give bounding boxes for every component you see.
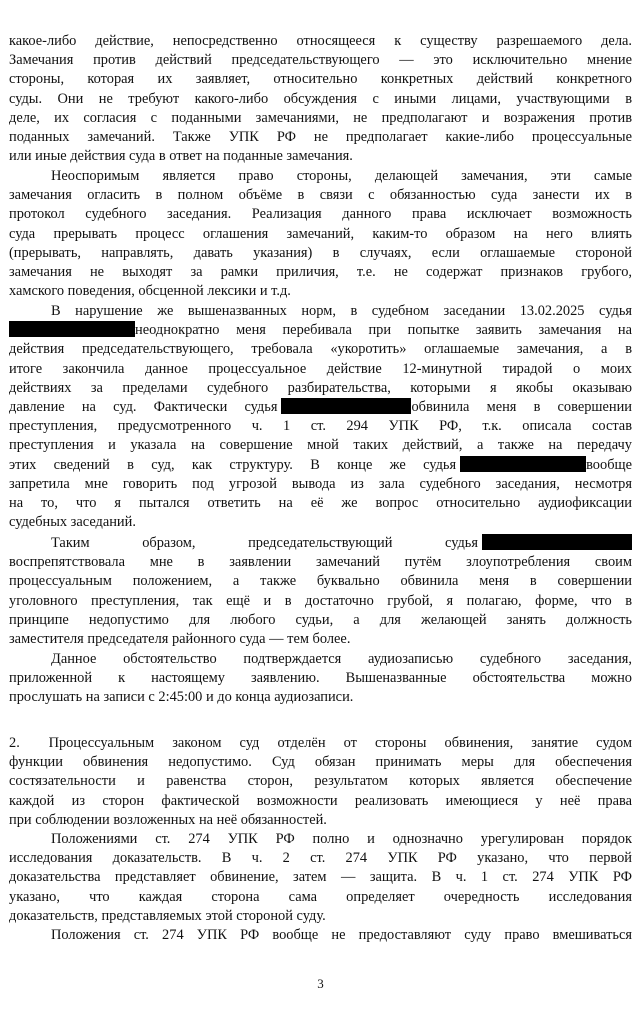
text-line bbox=[9, 244, 632, 263]
text-line bbox=[9, 534, 632, 553]
line-text: неоднократно меня перебивала при попытке заявить замечания на bbox=[135, 322, 632, 339]
text-line bbox=[9, 868, 632, 887]
paragraph bbox=[9, 534, 632, 649]
paragraph bbox=[9, 32, 632, 166]
line-text: исследования доказательств. В ч. 2 ст. 274 УПК РФ указано, что первой bbox=[9, 850, 632, 867]
line-text: Положения ст. 274 УПК РФ вообще не предоставляют суду право вмешиваться bbox=[51, 927, 632, 943]
line-text: действиях за пределами судебного разбирательства, которыми я якобы оказываю bbox=[9, 379, 632, 396]
text-line bbox=[9, 572, 632, 591]
line-text: заместителя председателя районного суда — тем более. bbox=[9, 630, 351, 647]
text-line bbox=[9, 436, 632, 455]
text-line bbox=[9, 772, 632, 791]
line-text: запретила мне говорить под угрозой вывода из зала судебного заседания, несмотря bbox=[9, 475, 632, 492]
line-text: уголовного преступления, так ещё и в достаточно грубой, я полагаю, форме, что в bbox=[9, 592, 632, 609]
redaction-bar bbox=[9, 321, 135, 337]
line-text: процессуальным положением, а также буквально обвинила меня в совершении bbox=[9, 573, 632, 590]
line-text: указано, что каждая сторона сама определяет очередность исследования bbox=[9, 888, 632, 905]
text-line bbox=[9, 494, 632, 513]
line-text: протокол судебного заседания. Реализация данного права исключает возможность bbox=[9, 206, 632, 223]
redaction-bar bbox=[460, 456, 586, 472]
text-line bbox=[9, 553, 632, 572]
paragraph bbox=[9, 167, 632, 301]
paragraph bbox=[9, 734, 632, 830]
page-number: 3 bbox=[317, 976, 324, 991]
text-line bbox=[9, 417, 632, 436]
line-text: стороны, которая их заявляет, относительно конкретных действий конкретного bbox=[9, 71, 632, 88]
line-text: деле, их согласия с поданными замечаниями, не предполагают и возражения против bbox=[9, 109, 632, 126]
line-text: преступления, предусмотренного ч. 1 ст. 294 УПК РФ, т.к. описала состав bbox=[9, 418, 632, 435]
text-line bbox=[9, 167, 632, 186]
text-line bbox=[9, 225, 632, 244]
text-line bbox=[9, 302, 632, 321]
line-text: каждой из сторон фактической возможности реализовать имеющиеся у неё права bbox=[9, 792, 632, 809]
line-text: давление на суд. Фактически судья bbox=[9, 398, 278, 415]
text-line bbox=[9, 147, 632, 166]
text-line bbox=[9, 513, 632, 532]
text-line bbox=[9, 592, 632, 611]
text-line bbox=[9, 753, 632, 772]
text-line bbox=[9, 263, 632, 282]
text-line bbox=[9, 379, 632, 398]
line-text: этих сведений в суд, как структуру. В конце же судья bbox=[9, 456, 457, 473]
paragraph bbox=[9, 302, 632, 532]
text-line bbox=[9, 128, 632, 147]
text-line bbox=[9, 321, 632, 340]
line-text: доказательств, представляемых этой стороной суду. bbox=[9, 907, 326, 924]
line-text: на то, что я пытался ответить на её же вопрос относительно аудиофиксации bbox=[9, 494, 632, 511]
text-line bbox=[9, 70, 632, 89]
line-text: обвинила меня в совершении bbox=[411, 398, 632, 415]
text-line bbox=[9, 830, 632, 849]
paragraph bbox=[9, 830, 632, 926]
text-line bbox=[9, 282, 632, 301]
line-text: 2. Процессуальным законом суд отделён от стороны обвинения, занятие судом bbox=[9, 735, 632, 751]
line-text: Данное обстоятельство подтверждается аудиозаписью судебного заседания, bbox=[51, 651, 632, 667]
text-line bbox=[9, 888, 632, 907]
line-text: принципе недопустимо для любого судьи, а для желающей занять должность bbox=[9, 611, 632, 628]
text-line bbox=[9, 849, 632, 868]
line-text: воспрепятствовала мне в заявлении замечаний путём злоупотребления своим bbox=[9, 554, 632, 571]
line-text: хамского поведения, обсценной лексики и т.д. bbox=[9, 283, 291, 300]
text-line bbox=[9, 811, 632, 830]
line-text: приложенной к настоящему заявлению. Вышеназванные обстоятельства можно bbox=[9, 670, 632, 687]
text-line bbox=[9, 360, 632, 379]
line-text: или иные действия суда в ответ на поданные замечания. bbox=[9, 148, 353, 165]
text-line bbox=[9, 205, 632, 224]
text-line bbox=[9, 90, 632, 109]
text-line bbox=[9, 669, 632, 688]
line-text: функции обвинения недопустимо. Суд обязан принимать меры для обеспечения bbox=[9, 754, 632, 771]
line-text: замечания огласить в полном объёме в связи с обязанностью суда занести их в bbox=[9, 187, 632, 204]
text-line bbox=[9, 650, 632, 669]
text-line bbox=[9, 51, 632, 70]
text-line bbox=[9, 109, 632, 128]
text-line bbox=[9, 186, 632, 205]
text-line bbox=[9, 907, 632, 926]
text-line bbox=[9, 926, 632, 945]
line-text: Таким образом, председательствующий судья bbox=[51, 535, 478, 551]
line-text: итоге закончила данное процессуальное действие 12-минутной тирадой о моих bbox=[9, 360, 632, 377]
line-text: судебных заседаний. bbox=[9, 514, 136, 531]
text-line bbox=[9, 475, 632, 494]
line-text: Положениями ст. 274 УПК РФ полно и однозначно урегулирован порядок bbox=[51, 831, 632, 847]
line-text: доказательства представляет обвинение, затем — защита. В ч. 1 ст. 274 УПК РФ bbox=[9, 869, 632, 886]
text-line bbox=[9, 630, 632, 649]
text-line bbox=[9, 792, 632, 811]
text-line bbox=[9, 340, 632, 359]
line-text: суды. Они не требуют какого-либо обсуждения с иными лицами, участвующими в bbox=[9, 90, 632, 107]
line-text: суда прерывать процесс оглашения замечаний, каким-то образом на него влиять bbox=[9, 225, 632, 242]
line-text: В нарушение же вышеназванных норм, в судебном заседании 13.02.2025 судья bbox=[51, 303, 632, 319]
text-line bbox=[9, 611, 632, 630]
line-text: действия председательствующего, требовала «укоротить» оглашаемые замечания, а в bbox=[9, 341, 632, 358]
line-text: поданных замечаний. Также УПК РФ не предполагает какие-либо процессуальные bbox=[9, 128, 632, 145]
paragraph bbox=[9, 926, 632, 945]
redaction-bar bbox=[482, 534, 632, 550]
paragraph bbox=[9, 650, 632, 708]
line-text: замечания не выходят за рамки приличия, т.е. не содержат признаков грубого, bbox=[9, 263, 632, 280]
text-line bbox=[9, 456, 632, 475]
text-line bbox=[9, 688, 632, 707]
line-text: вообще bbox=[586, 456, 632, 473]
text-line bbox=[9, 734, 632, 753]
redaction-bar bbox=[281, 398, 411, 414]
line-text: какое-либо действие, непосредственно относящееся к существу разрешаемого дела. bbox=[9, 33, 632, 49]
line-text: преступления и указала на совершение мной таких действий, а также на передачу bbox=[9, 437, 632, 454]
line-text: состязательности и равенства сторон, результатом которых является обеспечение bbox=[9, 773, 632, 790]
line-text: при соблюдении возложенных на неё обязанностей. bbox=[9, 811, 327, 828]
text-line bbox=[9, 32, 632, 51]
text-line bbox=[9, 398, 632, 417]
line-text: (прерывать, направлять, давать указания) в случаях, если оглашаемые стороной bbox=[9, 244, 632, 261]
line-text: прослушать на записи с 2:45:00 и до конца аудиозаписи. bbox=[9, 689, 354, 706]
line-text: Неоспоримым является право стороны, делающей замечания, эти самые bbox=[51, 168, 632, 184]
line-text: Замечания против действий председательствующего — это исключительно мнение bbox=[9, 52, 632, 69]
